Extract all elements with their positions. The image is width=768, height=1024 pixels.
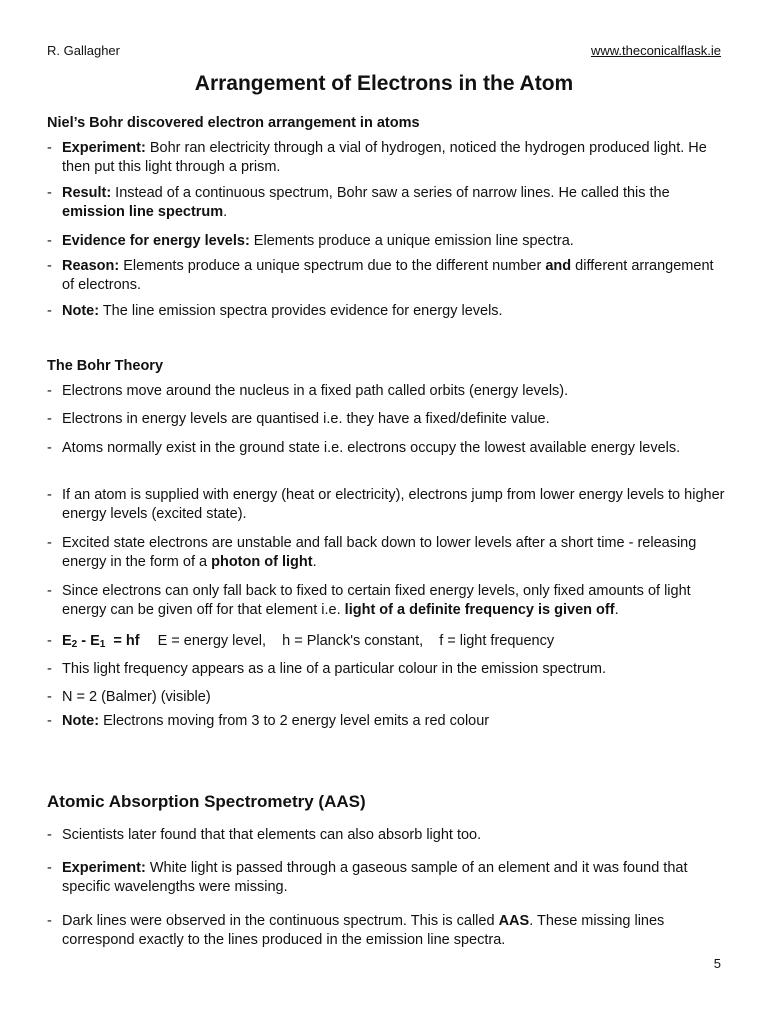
item-label: Reason: xyxy=(62,258,120,274)
bullet-dash: - xyxy=(47,258,52,274)
item-text: N = 2 (Balmer) (visible) xyxy=(62,689,211,705)
item-label: Note: xyxy=(62,713,100,729)
bullet-dash: - xyxy=(47,411,52,427)
formula-minus-e1: - E xyxy=(77,633,100,649)
page-number: 5 xyxy=(713,956,721,971)
list-item xyxy=(47,382,727,401)
bullet-dash: - xyxy=(47,583,52,599)
bullet-dash: - xyxy=(47,440,52,456)
item-text: Electrons move around the nucleus in a fixed path called orbits (energy levels). xyxy=(62,383,569,399)
item-text: Elements produce a unique spectrum due to the different number xyxy=(119,258,546,274)
list-item xyxy=(47,912,727,950)
list-item xyxy=(47,410,727,429)
list-item xyxy=(47,712,727,731)
item-text: This light frequency appears as a line of a particular colour in the emission spectrum. xyxy=(62,661,607,677)
bullet-dash: - xyxy=(47,487,52,503)
author-name: R. Gallagher xyxy=(47,43,120,58)
item-text: If an atom is supplied with energy (heat or electricity), electrons jump from lower energy levels to higher energy levels (excited state). xyxy=(62,487,725,522)
bullet-dash: - xyxy=(47,827,52,843)
item-bold-text: photon of light xyxy=(211,554,313,570)
section-heading-bohr-theory: The Bohr Theory xyxy=(47,358,164,374)
list-item xyxy=(47,688,727,707)
item-text-tail: . xyxy=(223,204,228,220)
item-bold-text: light of a definite frequency is given off xyxy=(344,602,615,618)
item-text: Atoms normally exist in the ground state i.e. electrons occupy the lowest available energy levels. xyxy=(62,440,681,456)
list-item xyxy=(47,439,727,458)
section-heading-aas: Atomic Absorption Spectrometry (AAS) xyxy=(47,792,366,811)
bullet-dash: - xyxy=(47,303,52,319)
item-text: The line emission spectra provides evidence for energy levels. xyxy=(99,303,503,319)
item-bold-text: AAS xyxy=(498,913,530,929)
item-text-tail: . xyxy=(312,554,317,570)
list-item xyxy=(47,232,727,251)
bullet-dash: - xyxy=(47,233,52,249)
bullet-dash: - xyxy=(47,661,52,677)
item-text: Dark lines were observed in the continuous spectrum. This is called xyxy=(62,913,499,929)
item-bold-text: and xyxy=(545,258,572,274)
section-heading-bohr-discovery: Niel’s Bohr discovered electron arrangement in atoms xyxy=(47,115,420,131)
page-title: Arrangement of Electrons in the Atom xyxy=(194,72,574,95)
item-text-tail: different arrangement of electrons. xyxy=(62,258,714,293)
bullet-dash: - xyxy=(47,633,52,649)
item-label: Experiment: xyxy=(62,140,146,156)
formula-equals-hf: = hf xyxy=(105,633,140,649)
formula-e2: E xyxy=(62,633,72,649)
formula-sub-2: 2 xyxy=(71,639,78,650)
item-text-tail: . These missing lines correspond exactly to the lines produced in the emission line spectra. xyxy=(62,913,665,948)
bullet-dash: - xyxy=(47,185,52,201)
list-item xyxy=(47,302,727,321)
list-item xyxy=(47,582,727,620)
item-label: Experiment: xyxy=(62,860,146,876)
list-item xyxy=(47,184,727,222)
item-label: Result: xyxy=(62,185,112,201)
list-item xyxy=(47,257,727,295)
bullet-dash: - xyxy=(47,383,52,399)
formula-definitions: E = energy level, h = Planck's constant, f = light frequency xyxy=(157,633,555,649)
bullet-dash: - xyxy=(47,713,52,729)
bullet-dash: - xyxy=(47,689,52,705)
item-text: Electrons moving from 3 to 2 energy level emits a red colour xyxy=(99,713,490,729)
item-text: Since electrons can only fall back to fixed to certain fixed energy levels, only fixed amounts of light energy can be given off for that element i.e. xyxy=(62,583,691,618)
list-item xyxy=(47,826,727,845)
item-text: Electrons in energy levels are quantised i.e. they have a fixed/definite value. xyxy=(62,411,550,427)
item-text: Instead of a continuous spectrum, Bohr saw a series of narrow lines. He called this the xyxy=(111,185,670,201)
planck-formula xyxy=(62,632,727,654)
list-item xyxy=(47,660,727,679)
item-text-tail: . xyxy=(614,602,619,618)
item-text: Bohr ran electricity through a vial of hydrogen, noticed the hydrogen produced light. He then put this light through a prism. xyxy=(62,140,707,175)
list-item xyxy=(47,534,727,572)
item-text: Scientists later found that that elements can also absorb light too. xyxy=(62,827,482,843)
list-item xyxy=(47,859,727,897)
item-bold-text: emission line spectrum xyxy=(62,204,224,220)
bullet-dash: - xyxy=(47,140,52,156)
item-text: Elements produce a unique emission line spectra. xyxy=(249,233,574,249)
item-text: White light is passed through a gaseous sample of an element and it was found that specific wavelengths were missing. xyxy=(62,860,688,895)
bullet-dash: - xyxy=(47,860,52,876)
bullet-dash: - xyxy=(47,535,52,551)
formula-sub-1: 1 xyxy=(99,639,106,650)
item-label: Note: xyxy=(62,303,100,319)
formula-item xyxy=(47,632,727,654)
item-text: Excited state electrons are unstable and fall back down to lower levels after a short time - releasing energy in the form of a xyxy=(62,535,697,570)
list-item xyxy=(47,139,727,177)
item-label: Evidence for energy levels: xyxy=(62,233,250,249)
list-item xyxy=(47,486,727,524)
website-link[interactable]: www.theconicalflask.ie xyxy=(590,43,721,58)
bullet-dash: - xyxy=(47,913,52,929)
